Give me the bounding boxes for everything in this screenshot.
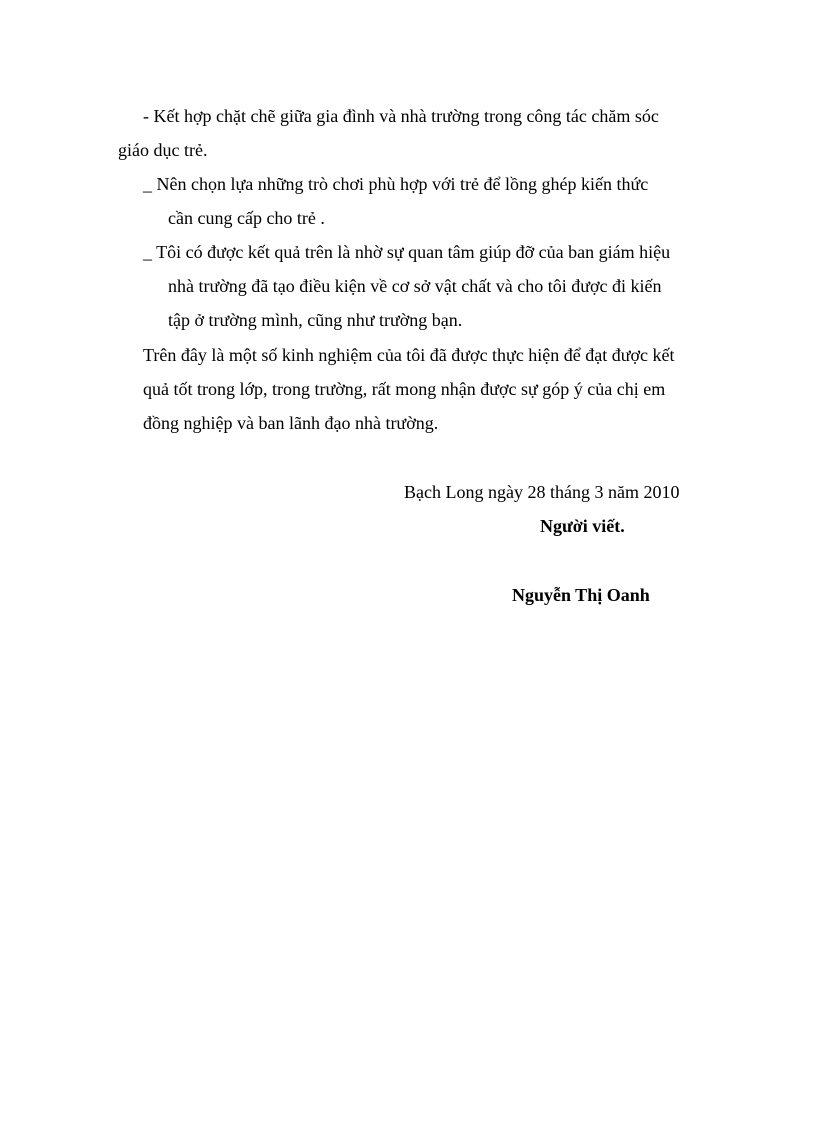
bullet-line-3: _ Tôi có được kết quả trên là nhờ sự quan tâm giúp đỡ của ban giám hiệu bbox=[143, 242, 671, 262]
bullet-line-3-continued-1: nhà trường đã tạo điều kiện về cơ sở vật chất và cho tôi được đi kiến bbox=[168, 276, 662, 296]
conclusion-line-3: đồng nghiệp và ban lãnh đạo nhà trường. bbox=[143, 413, 439, 433]
signer-title: Người viết. bbox=[540, 516, 625, 536]
signer-name: Nguyễn Thị Oanh bbox=[512, 585, 650, 605]
conclusion-line-1: Trên đây là một số kinh nghiệm của tôi đã được thực hiện để đạt được kết bbox=[143, 345, 675, 365]
date-line: Bạch Long ngày 28 tháng 3 năm 2010 bbox=[404, 482, 680, 502]
conclusion-line-2: quả tốt trong lớp, trong trường, rất mong nhận được sự góp ý của chị em bbox=[143, 379, 666, 399]
bullet-line-1: - Kết hợp chặt chẽ giữa gia đình và nhà trường trong công tác chăm sóc bbox=[143, 106, 659, 126]
bullet-line-3-continued-2: tập ở trường mình, cũng như trường bạn. bbox=[168, 310, 463, 330]
bullet-line-2: _ Nên chọn lựa những trò chơi phù hợp với trẻ để lồng ghép kiến thức bbox=[143, 174, 649, 194]
bullet-line-1-continued: giáo dục trẻ. bbox=[118, 140, 208, 160]
bullet-line-2-continued: cần cung cấp cho trẻ . bbox=[168, 208, 325, 228]
